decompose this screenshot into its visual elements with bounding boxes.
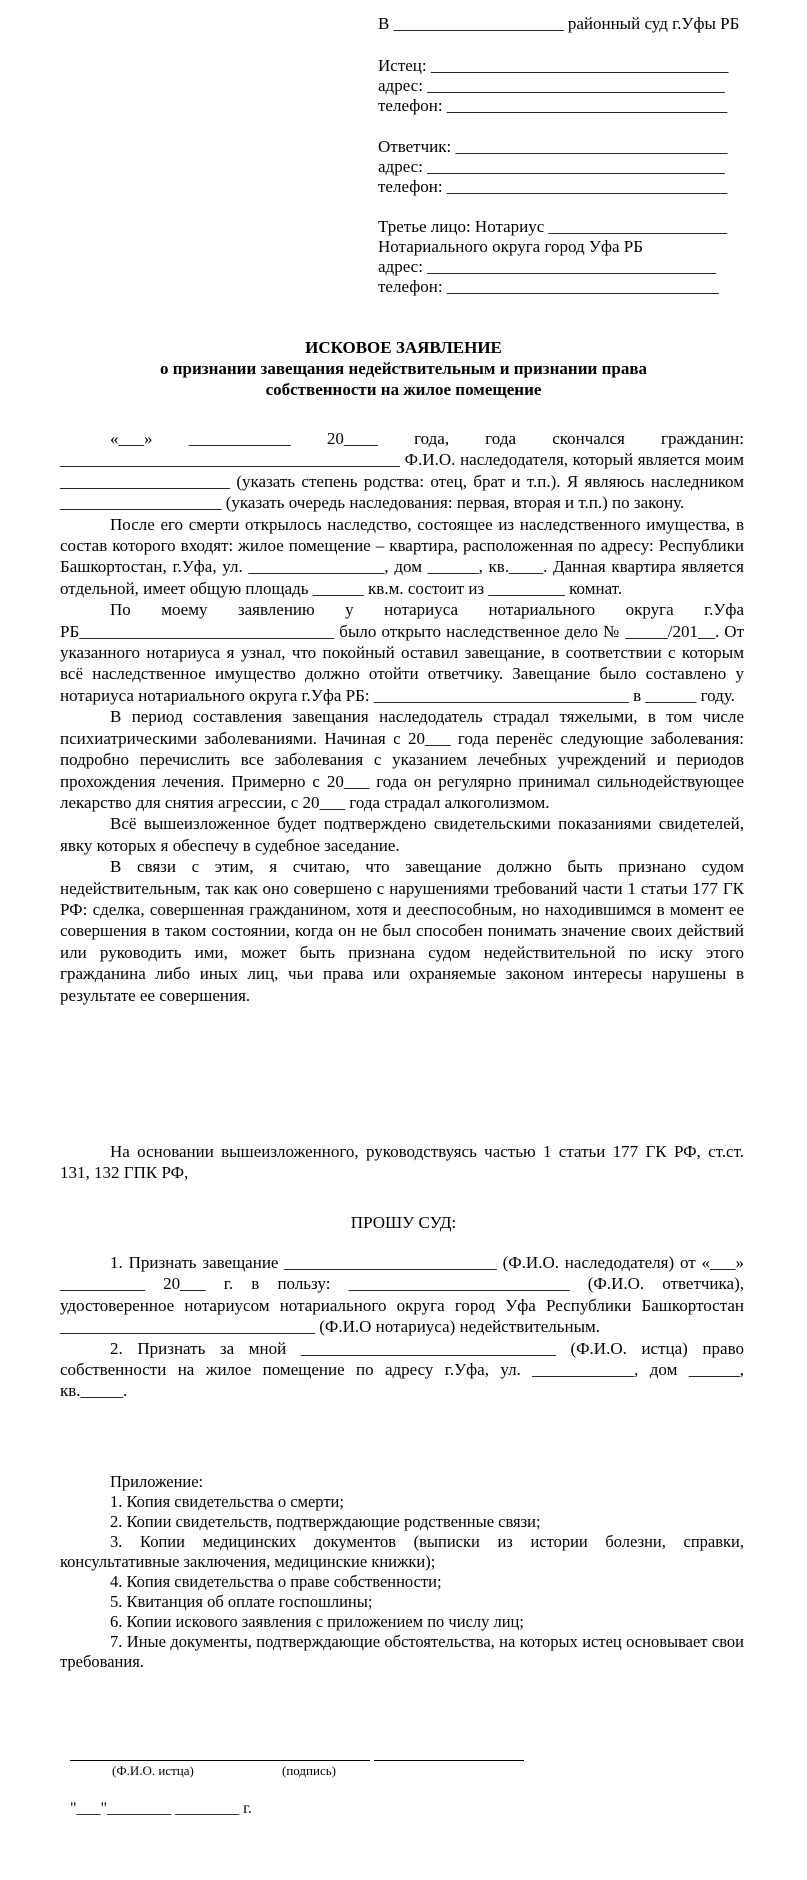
defendant-block [378, 137, 738, 197]
request-heading: ПРОШУ СУД: [350, 1213, 457, 1232]
plaintiff-address-line: адрес: ___________________________________ [378, 76, 725, 95]
court-line: В ____________________ районный суд г.Уфы РБ [378, 14, 740, 33]
plaintiff-phone-line: телефон: _________________________________ [378, 96, 728, 115]
paragraph-legal-basis: В связи с этим, я считаю, что завещание должно быть признано судом недействительным, так как оно совершено с нарушениями требований части 1 статьи 177 ГК РФ: сделка, совершенная гражданином, хотя и дееспособным, но находившимся в момент ее совершения в таком состоянии, когда он не был способен понимать значение своих действий или руководить ими, может быть признана судом недействительной по иску этого гражданина либо иных лиц, чьи права или охраняемые законом интересы нарушены в результате ее совершения. [60, 857, 744, 1005]
request-items [60, 1252, 744, 1402]
defendant-line: Ответчик: ________________________________ [378, 137, 728, 156]
third-party-block [378, 217, 738, 297]
claim-body [60, 428, 744, 1006]
paragraph-inheritance: После его смерти открылось наследство, состоящее из наследственного имущества, в состав которого входят: жилое помещение – квартира, расположенная по адресу: Республики Башкортостан, г.Уфа, ул. ________________, дом ______, кв.____. Данная квартира является отдельной, имеет общую площадь ______ кв.м. состоит из _________ комнат. [60, 514, 744, 598]
signature-line [374, 1760, 524, 1761]
plaintiff-line: Истец: ___________________________________ [378, 56, 729, 75]
appendix-item: 7. Иные документы, подтверждающие обстоятельства, на которых истец основывает свои требования. [60, 1632, 744, 1671]
title-subline-1: о признании завещания недействительным и признании права [159, 359, 648, 378]
appendix-item: 6. Копии искового заявления с приложением по числу лиц; [110, 1612, 524, 1631]
paragraph-illness: В период составления завещания наследодатель страдал тяжелыми, в том числе психиатрическими заболеваниями. Начиная с 20___ года перенёс следующие заболевания: подробно перечислить все заболевания с указанием лечебных учреждений и периодов прохождения лечения. Примерно с 20___ года он регулярно принимал сильнодействующее лекарство для снятия агрессии, с 20___ года страдал алкоголизмом. [60, 707, 744, 812]
third-party-phone-line: телефон: ________________________________ [378, 277, 719, 296]
paragraph-death: «___» ____________ 20____ года, года скончался гражданин: ________________________________________ Ф.И.О. наследодателя, который является моим ____________________ (указать степень родства: отец, брат и т.п.). Я являюсь наследником ___________________ (указать очередь наследования: первая, вторая и т.п.) по закону. [60, 429, 744, 513]
defendant-phone-line: телефон: _________________________________ [378, 177, 728, 196]
title-main: ИСКОВОЕ ЗАЯВЛЕНИЕ [305, 338, 502, 357]
appendix-item: 3. Копии медицинских документов (выписки из истории болезни, справки, консультативные заключения, медицинские книжки); [60, 1532, 744, 1571]
date-line: "___"________ ________ г. [70, 1800, 252, 1817]
request-item-1: 1. Признать завещание _________________________ (Ф.И.О. наследодателя) от «___» __________ 20___ г. в пользу: __________________________ (Ф.И.О. ответчика), удостоверенное нотариусом нотариального округа город Уфа Республики Башкортостан ______________________________ (Ф.И.О нотариуса) недействительным. [60, 1253, 744, 1337]
appendix-item: 2. Копии свидетельств, подтверждающие родственные связи; [110, 1512, 541, 1531]
plaintiff-block [378, 56, 738, 116]
appendix-heading: Приложение: [110, 1472, 204, 1491]
appendix-item: 5. Квитанция об оплате госпошлины; [110, 1592, 373, 1611]
appendix-block [60, 1472, 744, 1672]
third-party-line: Третье лицо: Нотариус _____________________ [378, 217, 728, 236]
appendix-item: 1. Копия свидетельства о смерти; [110, 1492, 344, 1511]
title-subline-2: собственности на жилое помещение [265, 380, 542, 399]
third-party-district-line: Нотариального округа город Уфа РБ [378, 237, 643, 256]
third-party-address-line: адрес: __________________________________ [378, 257, 717, 276]
appendix-item: 4. Копия свидетельства о праве собственности; [110, 1572, 442, 1591]
request-item-2: 2. Признать за мной ______________________________ (Ф.И.О. истца) право собственности на жилое помещение по адресу г.Уфа, ул. ____________, дом ______, кв._____. [60, 1338, 744, 1401]
sign-caption: (подпись) [282, 1763, 336, 1778]
name-caption: (Ф.И.О. истца) [112, 1763, 194, 1778]
defendant-address-line: адрес: ___________________________________ [378, 157, 725, 176]
document-title [0, 337, 807, 400]
paragraph-witnesses: Всё вышеизложенное будет подтверждено свидетельскими показаниями свидетелей, явку которых я обеспечу в судебное заседание. [60, 814, 744, 855]
grounds-block [60, 1141, 744, 1184]
header-block [378, 14, 738, 34]
name-signature-line [70, 1760, 370, 1761]
paragraph-grounds: На основании вышеизложенного, руководствуясь частью 1 статьи 177 ГК РФ, ст.ст. 131, 132 ГПК РФ, [60, 1142, 744, 1183]
paragraph-notary: По моему заявлению у нотариуса нотариального округа г.Уфа РБ______________________________ было открыто наследственное дело № _____/201__. От указанного нотариуса я узнал, что покойный оставил завещание, в соответствии с которым всё наследственное имущество должно отойти ответчику. Завещание было составлено у нотариуса нотариального округа г.Уфа РБ: ______________________________ в ______ году. [60, 600, 744, 705]
